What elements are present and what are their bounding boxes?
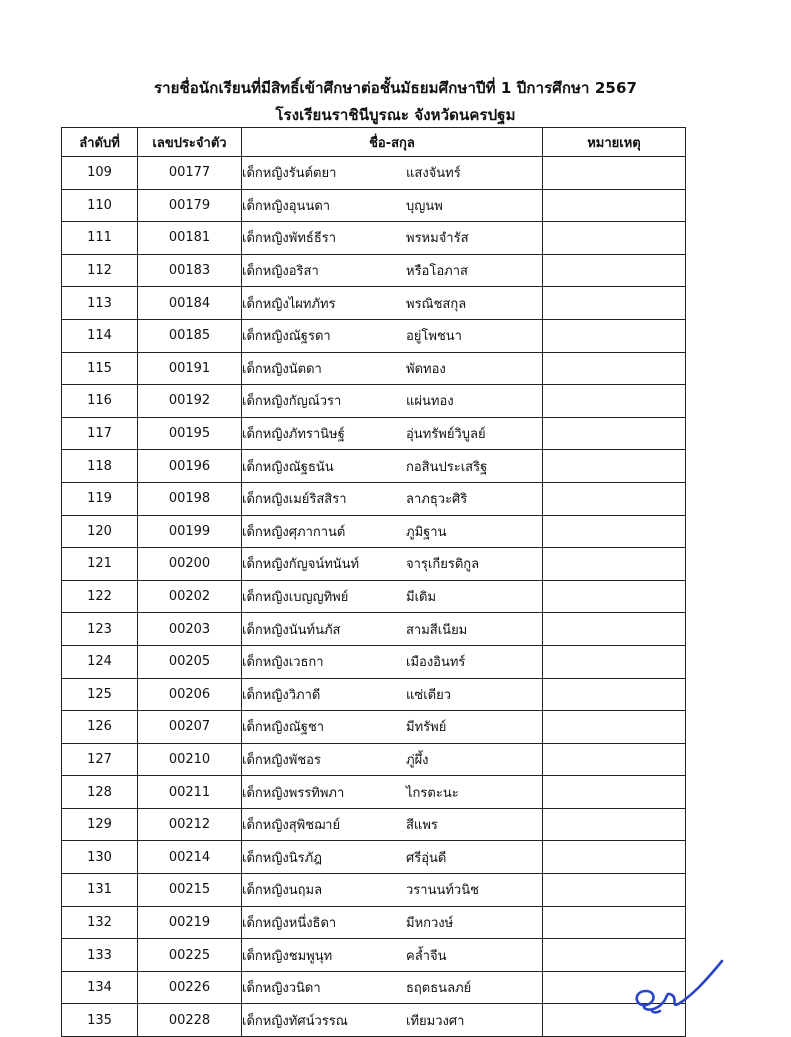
row-sequence-number: 135 bbox=[62, 1004, 138, 1037]
row-sequence-number: 111 bbox=[62, 222, 138, 255]
row-full-name bbox=[242, 874, 543, 907]
table-row bbox=[62, 157, 686, 190]
row-sequence-number: 124 bbox=[62, 645, 138, 678]
row-student-id: 00200 bbox=[138, 548, 242, 581]
row-last-name: วรานนท์วนิช bbox=[406, 883, 479, 899]
row-sequence-number: 123 bbox=[62, 613, 138, 646]
table-row bbox=[62, 287, 686, 320]
header-student-id: เลขประจำตัว bbox=[138, 128, 242, 157]
row-remarks bbox=[543, 450, 686, 483]
row-remarks bbox=[543, 189, 686, 222]
row-full-name bbox=[242, 319, 543, 352]
row-first-name: เด็กหญิงกัญณ์วรา bbox=[242, 394, 342, 410]
row-student-id: 00226 bbox=[138, 971, 242, 1004]
row-last-name: พรหมจำรัส bbox=[406, 231, 469, 247]
row-sequence-number: 126 bbox=[62, 711, 138, 744]
row-student-id: 00195 bbox=[138, 417, 242, 450]
row-remarks bbox=[543, 711, 686, 744]
header-full-name: ชื่อ-สกุล bbox=[242, 128, 543, 157]
row-first-name: เด็กหญิงกัญจน์ทนันท์ bbox=[242, 557, 360, 573]
row-last-name: มีทรัพย์ bbox=[406, 720, 447, 736]
row-student-id: 00206 bbox=[138, 678, 242, 711]
row-last-name: คล้ำจีน bbox=[406, 948, 447, 964]
row-sequence-number: 115 bbox=[62, 352, 138, 385]
table-row bbox=[62, 743, 686, 776]
row-first-name: เด็กหญิงนิรภัฎ bbox=[242, 850, 322, 866]
handwritten-signature bbox=[630, 955, 730, 1020]
row-last-name: ศรีอุ่นดี bbox=[406, 850, 447, 866]
row-sequence-number: 121 bbox=[62, 548, 138, 581]
row-remarks bbox=[543, 385, 686, 418]
row-sequence-number: 131 bbox=[62, 874, 138, 907]
row-remarks bbox=[543, 482, 686, 515]
row-remarks bbox=[543, 808, 686, 841]
row-student-id: 00179 bbox=[138, 189, 242, 222]
table-row bbox=[62, 613, 686, 646]
row-remarks bbox=[543, 222, 686, 255]
row-sequence-number: 117 bbox=[62, 417, 138, 450]
row-full-name bbox=[242, 352, 543, 385]
row-full-name bbox=[242, 287, 543, 320]
row-student-id: 00212 bbox=[138, 808, 242, 841]
row-remarks bbox=[543, 678, 686, 711]
table-row bbox=[62, 874, 686, 907]
table-row bbox=[62, 776, 686, 809]
row-student-id: 00191 bbox=[138, 352, 242, 385]
row-full-name bbox=[242, 613, 543, 646]
header-remarks: หมายเหตุ bbox=[543, 128, 686, 157]
row-remarks bbox=[543, 417, 686, 450]
table-row bbox=[62, 417, 686, 450]
row-last-name: พรณิชสกุล bbox=[406, 296, 467, 312]
row-full-name bbox=[242, 939, 543, 972]
row-full-name bbox=[242, 515, 543, 548]
row-student-id: 00207 bbox=[138, 711, 242, 744]
row-last-name: ไกรตะนะ bbox=[406, 785, 459, 801]
row-first-name: เด็กหญิงอุนนดา bbox=[242, 198, 331, 214]
row-student-id: 00184 bbox=[138, 287, 242, 320]
table-row bbox=[62, 906, 686, 939]
row-remarks bbox=[543, 841, 686, 874]
table-row bbox=[62, 808, 686, 841]
table-row bbox=[62, 841, 686, 874]
row-full-name bbox=[242, 482, 543, 515]
row-first-name: เด็กหญิงพรรทิพภา bbox=[242, 785, 345, 801]
table-row bbox=[62, 450, 686, 483]
row-last-name: มีหกวงษ์ bbox=[406, 915, 454, 931]
row-full-name bbox=[242, 841, 543, 874]
row-full-name bbox=[242, 189, 543, 222]
row-last-name: สีแพร bbox=[406, 818, 438, 834]
table-row bbox=[62, 515, 686, 548]
row-student-id: 00183 bbox=[138, 254, 242, 287]
row-first-name: เด็กหญิงเมย์ริสสิรา bbox=[242, 492, 347, 508]
row-first-name: เด็กหญิงเบญญทิพย์ bbox=[242, 590, 349, 606]
row-full-name bbox=[242, 906, 543, 939]
table-row bbox=[62, 189, 686, 222]
row-last-name: แผ่นทอง bbox=[406, 394, 454, 410]
row-sequence-number: 125 bbox=[62, 678, 138, 711]
row-remarks bbox=[543, 287, 686, 320]
table-row bbox=[62, 482, 686, 515]
row-last-name: ธฤตธนลภย์ bbox=[406, 981, 472, 997]
table-row bbox=[62, 1004, 686, 1037]
table-row bbox=[62, 548, 686, 581]
row-last-name: ภู่ผึ้ง bbox=[406, 752, 429, 768]
row-full-name bbox=[242, 971, 543, 1004]
row-first-name: เด็กหญิงพัทธ์ธีรา bbox=[242, 231, 337, 247]
row-student-id: 00177 bbox=[138, 157, 242, 190]
row-last-name: มีเดิม bbox=[406, 590, 437, 606]
row-full-name bbox=[242, 711, 543, 744]
row-first-name: เด็กหญิงวนิดา bbox=[242, 981, 321, 997]
row-last-name: ลาภธุวะศิริ bbox=[406, 492, 468, 508]
row-sequence-number: 112 bbox=[62, 254, 138, 287]
row-last-name: กอสินประเสริฐ bbox=[406, 459, 488, 475]
table-row bbox=[62, 385, 686, 418]
row-remarks bbox=[543, 743, 686, 776]
table-row bbox=[62, 580, 686, 613]
row-first-name: เด็กหญิงอริสา bbox=[242, 264, 319, 280]
table-row bbox=[62, 645, 686, 678]
row-full-name bbox=[242, 580, 543, 613]
row-remarks bbox=[543, 157, 686, 190]
row-sequence-number: 114 bbox=[62, 319, 138, 352]
row-last-name: เมืองอินทร์ bbox=[406, 655, 466, 671]
row-student-id: 00225 bbox=[138, 939, 242, 972]
row-full-name bbox=[242, 385, 543, 418]
row-first-name: เด็กหญิงไผทภัทร bbox=[242, 296, 336, 312]
row-remarks bbox=[543, 874, 686, 907]
table-row bbox=[62, 352, 686, 385]
row-student-id: 00202 bbox=[138, 580, 242, 613]
table-row bbox=[62, 222, 686, 255]
row-full-name bbox=[242, 645, 543, 678]
row-last-name: บุญนพ bbox=[406, 198, 443, 214]
table-row bbox=[62, 971, 686, 1004]
row-last-name: สามสีเนียม bbox=[406, 622, 468, 638]
row-first-name: เด็กหญิงพัชอร bbox=[242, 752, 321, 768]
row-first-name: เด็กหญิงชมพูนุท bbox=[242, 948, 333, 964]
row-first-name: เด็กหญิงนัตดา bbox=[242, 361, 322, 377]
row-full-name bbox=[242, 1004, 543, 1037]
roster-body bbox=[62, 157, 686, 1037]
row-student-id: 00198 bbox=[138, 482, 242, 515]
row-full-name bbox=[242, 417, 543, 450]
row-student-id: 00181 bbox=[138, 222, 242, 255]
row-last-name: จารุเกียรติกูล bbox=[406, 557, 480, 573]
row-first-name: เด็กหญิงภัทรานิษฐ์ bbox=[242, 427, 345, 443]
row-sequence-number: 129 bbox=[62, 808, 138, 841]
row-remarks bbox=[543, 548, 686, 581]
row-first-name: เด็กหญิงนฤมล bbox=[242, 883, 323, 899]
row-sequence-number: 130 bbox=[62, 841, 138, 874]
row-student-id: 00219 bbox=[138, 906, 242, 939]
row-last-name: หรือโอภาส bbox=[406, 264, 468, 280]
row-sequence-number: 118 bbox=[62, 450, 138, 483]
row-student-id: 00214 bbox=[138, 841, 242, 874]
row-first-name: เด็กหญิงหนึ่งธิดา bbox=[242, 915, 337, 931]
row-remarks bbox=[543, 906, 686, 939]
table-header-row bbox=[62, 128, 686, 157]
row-student-id: 00192 bbox=[138, 385, 242, 418]
row-last-name: เทียมวงศา bbox=[406, 1013, 465, 1029]
table-row bbox=[62, 939, 686, 972]
student-roster-table bbox=[61, 127, 686, 1037]
row-last-name: แซ่เตียว bbox=[406, 687, 452, 703]
row-last-name: อุ่นทรัพย์วิบูลย์ bbox=[406, 427, 486, 443]
row-student-id: 00211 bbox=[138, 776, 242, 809]
row-remarks bbox=[543, 352, 686, 385]
row-remarks bbox=[543, 613, 686, 646]
row-first-name: เด็กหญิงณัฐชา bbox=[242, 720, 325, 736]
row-first-name: เด็กหญิงเวธกา bbox=[242, 655, 324, 671]
row-sequence-number: 128 bbox=[62, 776, 138, 809]
signature-stroke bbox=[637, 961, 722, 1013]
row-full-name bbox=[242, 548, 543, 581]
row-first-name: เด็กหญิงศุภากานต์ bbox=[242, 524, 346, 540]
row-full-name bbox=[242, 678, 543, 711]
row-first-name: เด็กหญิงณัฐธนัน bbox=[242, 459, 334, 475]
table-row bbox=[62, 711, 686, 744]
row-first-name: เด็กหญิงรันต์ตยา bbox=[242, 166, 337, 182]
row-student-id: 00215 bbox=[138, 874, 242, 907]
row-remarks bbox=[543, 580, 686, 613]
row-full-name bbox=[242, 450, 543, 483]
row-last-name: อยู่โพชนา bbox=[406, 329, 462, 345]
row-sequence-number: 110 bbox=[62, 189, 138, 222]
row-last-name: ภูมิฐาน bbox=[406, 524, 447, 540]
row-full-name bbox=[242, 157, 543, 190]
row-first-name: เด็กหญิงวิภาดี bbox=[242, 687, 321, 703]
row-first-name: เด็กหญิงนันท์นภัส bbox=[242, 622, 341, 638]
row-sequence-number: 127 bbox=[62, 743, 138, 776]
table-row bbox=[62, 319, 686, 352]
table-row bbox=[62, 678, 686, 711]
row-sequence-number: 120 bbox=[62, 515, 138, 548]
row-full-name bbox=[242, 254, 543, 287]
row-remarks bbox=[543, 515, 686, 548]
row-student-id: 00203 bbox=[138, 613, 242, 646]
row-sequence-number: 133 bbox=[62, 939, 138, 972]
row-student-id: 00210 bbox=[138, 743, 242, 776]
row-remarks bbox=[543, 319, 686, 352]
row-sequence-number: 113 bbox=[62, 287, 138, 320]
row-full-name bbox=[242, 776, 543, 809]
row-last-name: แสงจันทร์ bbox=[406, 166, 461, 182]
header-sequence-number: ลำดับที่ bbox=[62, 128, 138, 157]
row-first-name: เด็กหญิงณัฐรดา bbox=[242, 329, 331, 345]
document-title: รายชื่อนักเรียนที่มีสิทธิ์เข้าศึกษาต่อชั้นมัธยมศึกษาปีที่ 1 ปีการศึกษา 2567 bbox=[153, 79, 638, 97]
row-student-id: 00196 bbox=[138, 450, 242, 483]
row-remarks bbox=[543, 645, 686, 678]
row-sequence-number: 134 bbox=[62, 971, 138, 1004]
row-sequence-number: 132 bbox=[62, 906, 138, 939]
row-remarks bbox=[543, 254, 686, 287]
row-sequence-number: 119 bbox=[62, 482, 138, 515]
row-full-name bbox=[242, 808, 543, 841]
row-first-name: เด็กหญิงสุพิชฌาย์ bbox=[242, 818, 341, 834]
row-sequence-number: 116 bbox=[62, 385, 138, 418]
row-student-id: 00199 bbox=[138, 515, 242, 548]
row-full-name bbox=[242, 743, 543, 776]
row-first-name: เด็กหญิงทัศน์วรรณ bbox=[242, 1013, 348, 1029]
row-student-id: 00185 bbox=[138, 319, 242, 352]
row-student-id: 00228 bbox=[138, 1004, 242, 1037]
row-remarks bbox=[543, 776, 686, 809]
school-subtitle: โรงเรียนราชินีบูรณะ จังหวัดนครปฐม bbox=[275, 106, 516, 124]
row-sequence-number: 122 bbox=[62, 580, 138, 613]
row-last-name: พัดทอง bbox=[406, 361, 446, 377]
row-student-id: 00205 bbox=[138, 645, 242, 678]
row-full-name bbox=[242, 222, 543, 255]
table-row bbox=[62, 254, 686, 287]
row-sequence-number: 109 bbox=[62, 157, 138, 190]
